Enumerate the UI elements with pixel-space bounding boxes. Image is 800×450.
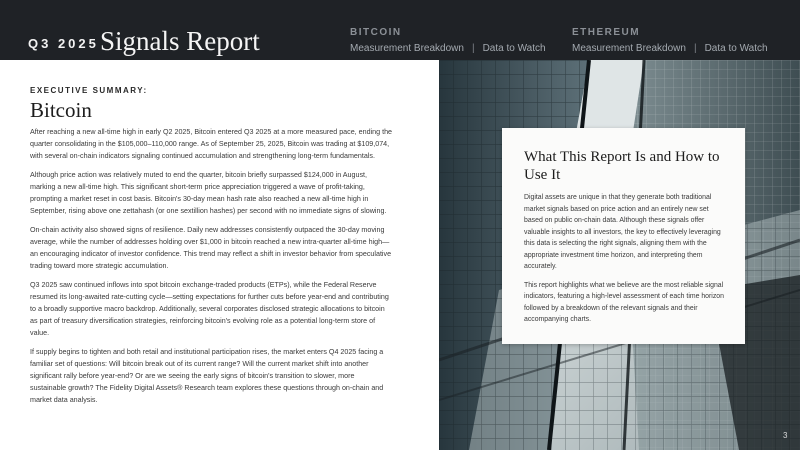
summary-body	[30, 126, 392, 413]
nav-separator: |	[693, 43, 697, 54]
nav-heading-ethereum: ETHEREUM	[572, 27, 641, 38]
card-paragraph: Digital assets are unique in that they generate both traditional market signals based on price action and an entirely new set based on public on-chain data. Although these signals offer valuable insights to all investors, the key to effectively leveraging this data is selecting the right signals, aligning them with the appropriate investment time horizon, and interpreting them accurately.	[524, 194, 721, 270]
page-number: 3	[783, 431, 788, 440]
card-body	[524, 192, 728, 333]
card-title: What This Report Is and How to Use It	[524, 149, 720, 183]
nav-group-ethereum	[572, 27, 768, 54]
nav-separator: |	[471, 43, 475, 54]
executive-summary-panel	[0, 60, 439, 450]
summary-paragraph: On-chain activity also showed signs of resilience. Daily new addresses consistently outpaced the 30-day moving average, while the number of addresses holding over $1,000 in bitcoin reached a new intra-quarter all-time high—an encouraging indicator of investor confidence. This trend may reflect a shift in investor behavior from speculative trading toward more strategic accumulation.	[30, 226, 392, 270]
summary-paragraph: If supply begins to tighten and both retail and institutional participation rises, the market enters Q4 2025 facing a familiar set of questions: Will bitcoin break out of its current range? Will the current market shift into another significant rally before year-end? Or are we seeing the early signs of bitcoin's transition to slower, more sustainable growth? The Fidelity Digital Assets® Research team explores these questions through on-chain and market data analysis.	[30, 348, 384, 404]
nav-link-bitcoin-measurement-breakdown[interactable]: Measurement Breakdown	[350, 43, 464, 54]
report-quarter: Q3 2025	[28, 36, 99, 51]
summary-paragraph: After reaching a new all-time high in early Q2 2025, Bitcoin entered Q3 2025 at a more measured pace, ending the quarter consolidating in the $105,000–110,000 range. As of September 25, 2025, Bitcoin was trading at $109,074, with several on-chain indicators signaling continued accumulation and strengthening long-term fundamentals.	[30, 128, 393, 160]
top-header-bar	[0, 0, 800, 60]
report-guide-card	[502, 128, 745, 344]
nav-heading-bitcoin: BITCOIN	[350, 27, 402, 38]
summary-paragraph: Although price action was relatively muted to end the quarter, bitcoin briefly surpassed $124,000 in August, marking a new all-time high. This significant short-term price appreciation triggered a wave of profit-taking, prompting a market reset in cost basis. Bitcoin's 30-day mean hash rate also reached a new all-time high in September, rising above one zettahash (or one sextillion hashes) per second with no immediate signs of slowing.	[30, 171, 387, 215]
section-eyebrow: EXECUTIVE SUMMARY:	[30, 86, 148, 95]
card-paragraph: This report highlights what we believe are the most reliable signal indicators, featuring a high-level assessment of each time horizon followed by a breakdown of the relevant signals and their accompanying charts.	[524, 281, 724, 323]
nav-group-bitcoin	[350, 27, 546, 54]
nav-link-ethereum-measurement-breakdown[interactable]: Measurement Breakdown	[572, 43, 686, 54]
summary-paragraph: Q3 2025 saw continued inflows into spot bitcoin exchange-traded products (ETPs), while the Federal Reserve resumed its long-awaited rate-cutting cycle—setting expectations for further cuts before year-end and contributing to a broadly supportive macro backdrop. Additionally, several corporates disclosed strategic allocations to bitcoin as part of treasury diversification strategies, reinforcing bitcoin's evolving role as a potential long-term store of value.	[30, 281, 389, 337]
section-heading: Bitcoin	[30, 98, 92, 122]
nav-link-bitcoin-data-to-watch[interactable]: Data to Watch	[482, 43, 546, 54]
nav-link-ethereum-data-to-watch[interactable]: Data to Watch	[704, 43, 768, 54]
report-title: Signals Report	[100, 26, 260, 56]
